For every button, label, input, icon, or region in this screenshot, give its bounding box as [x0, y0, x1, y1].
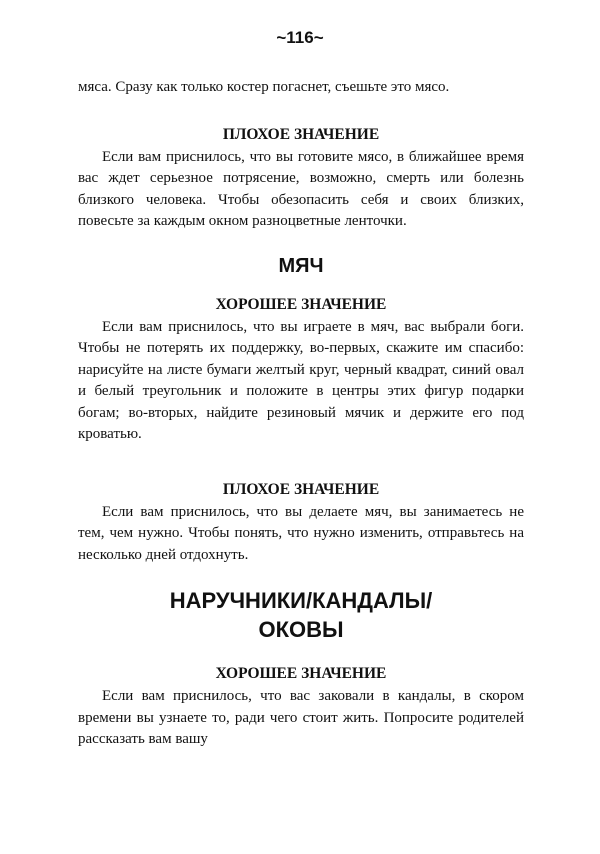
ball-good-meaning-text: Если вам приснилось, что вы играете в мяч, вас выбрали боги. Чтобы не потерять их поддержку, во-первых, скажите им спасибо: нарисуйте на листе бумаги желтый круг, черный квадрат, синий овал и белый треугольник и положите в центры этих фигур подарки богам; во-вторых, найдите резиновый мячик и держите его под кроватью.	[78, 318, 524, 442]
shackles-section-title-line2: ОКОВЫ	[258, 617, 344, 642]
ball-bad-meaning-text: Если вам приснилось, что вы делаете мяч, вы занимаетесь не тем, чем нужно. Чтобы понять, что нужно изменить, отправьтесь на несколько дней отдохнуть.	[78, 503, 524, 563]
meat-bad-meaning-heading: ПЛОХОЕ ЗНАЧЕНИЕ	[222, 125, 380, 143]
shackles-good-meaning-heading: ХОРОШЕЕ ЗНАЧЕНИЕ	[215, 665, 387, 682]
shackles-good-meaning-text: Если вам приснилось, что вас заковали в кандалы, в скором времени вы узнаете то, ради чего стоит жить. Попросите родителей рассказать вам вашу	[78, 688, 524, 747]
ball-bad-meaning-heading: ПЛОХОЕ ЗНАЧЕНИЕ	[222, 480, 380, 498]
page-body	[78, 77, 524, 751]
page-number: ~116~	[276, 28, 324, 47]
shackles-section-title-line1: НАРУЧНИКИ/КАНДАЛЫ/	[169, 588, 433, 613]
meat-bad-meaning-text: Если вам приснилось, что вы готовите мясо, в ближайшее время вас ждет серьезное потрясение, возможно, смерть или болезнь близкого человека. Чтобы обезопасить себя и своих близких, повесьте за каждым окном разноцветные ленточки.	[78, 148, 524, 229]
ball-section-title: МЯЧ	[278, 254, 324, 277]
ball-good-meaning-heading: ХОРОШЕЕ ЗНАЧЕНИЕ	[215, 295, 387, 313]
intro-paragraph: мяса. Сразу как только костер погаснет, съешьте это мясо.	[78, 79, 450, 95]
